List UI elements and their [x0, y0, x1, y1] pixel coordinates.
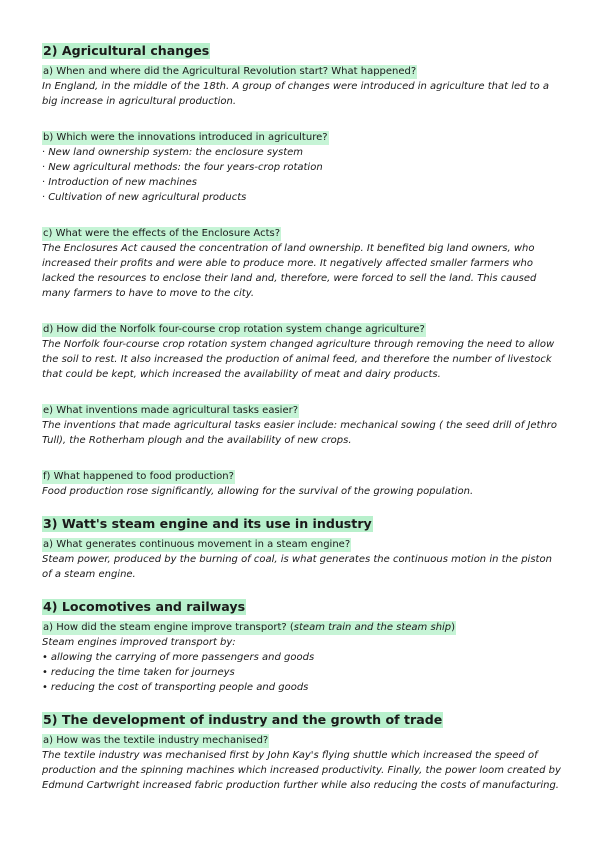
- section-heading: 3) Watt's steam engine and its use in industry: [43, 516, 372, 531]
- question-block: [42, 464, 562, 499]
- question-text: e) What inventions made agricultural tasks easier?: [43, 405, 299, 416]
- bullet-icon: •: [42, 667, 48, 678]
- section-agricultural-changes: [42, 40, 562, 499]
- question-block: [42, 615, 562, 695]
- answer-text: In England, in the middle of the 18th. A group of changes were introduced in agriculture that led to a big increase in agricultural production.: [42, 81, 550, 107]
- question-block: [42, 728, 562, 793]
- list-item: • reducing the time taken for journeys: [42, 667, 235, 678]
- bullet-icon: •: [42, 682, 48, 693]
- answer-text: The inventions that made agricultural tasks easier include: mechanical sowing ( the seed drill of Jethro Tull), the Rotherham plough and the availability of new crops.: [42, 420, 558, 446]
- bullet-icon: ·: [42, 147, 46, 158]
- section-steam-engine: [42, 513, 562, 582]
- document-page: [42, 40, 562, 793]
- question-text: b) Which were the innovations introduced in agriculture?: [43, 132, 328, 143]
- section-heading: 4) Locomotives and railways: [43, 599, 246, 614]
- transport-list: [42, 650, 562, 695]
- question-block: [42, 125, 562, 205]
- question-block: [42, 59, 562, 109]
- list-item: · New agricultural methods: the four years-crop rotation: [42, 162, 323, 173]
- list-item: · New land ownership system: the enclosure system: [42, 147, 304, 158]
- question-text: a) When and where did the Agricultural Revolution start? What happened?: [43, 66, 417, 77]
- question-block: [42, 317, 562, 382]
- bullet-icon: •: [42, 652, 48, 663]
- question-text: a) What generates continuous movement in a steam engine?: [43, 539, 351, 550]
- list-item: • reducing the cost of transporting people and goods: [42, 682, 309, 693]
- question-block: [42, 532, 562, 582]
- question-text: d) How did the Norfolk four-course crop rotation system change agriculture?: [43, 324, 425, 335]
- question-block: [42, 398, 562, 448]
- section-heading: 5) The development of industry and the growth of trade: [43, 712, 443, 727]
- answer-text: The textile industry was mechanised first by John Kay's flying shuttle which increased the speed of production and the spinning machines which increased productivity. Finally, the power loom created by Edmund Cartwright increased fabric production further while also reducing the costs of manufacturing.: [42, 750, 561, 791]
- question-text: a) How did the steam engine improve transport? (steam train and the steam ship): [43, 622, 456, 633]
- answer-text: Steam engines improved transport by:: [42, 637, 236, 648]
- bullet-icon: ·: [42, 177, 46, 188]
- section-heading: 2) Agricultural changes: [43, 43, 210, 58]
- innovation-list: [42, 145, 562, 205]
- list-item: • allowing the carrying of more passengers and goods: [42, 652, 315, 663]
- bullet-icon: ·: [42, 162, 46, 173]
- answer-text: Steam power, produced by the burning of coal, is what generates the continuous motion in the piston of a steam engine.: [42, 554, 552, 580]
- answer-text: The Enclosures Act caused the concentration of land ownership. It benefited big land owners, who increased their profits and were able to produce more. It negatively affected smaller farmers who lacked the resources to enclose their land and, therefore, were forced to sell the land. This caused many farmers to have to move to the city.: [42, 243, 537, 299]
- answer-text: The Norfolk four-course crop rotation system changed agriculture through removing the need to allow the soil to rest. It also increased the production of animal feed, and therefore the number of livestock that could be kept, which increased the availability of meat and dairy products.: [42, 339, 555, 380]
- answer-text: Food production rose significantly, allowing for the survival of the growing population.: [42, 486, 474, 497]
- question-text: a) How was the textile industry mechanised?: [43, 735, 269, 746]
- bullet-icon: ·: [42, 192, 46, 203]
- section-industry-trade: [42, 709, 562, 793]
- list-item: · Introduction of new machines: [42, 177, 197, 188]
- question-text: f) What happened to food production?: [43, 471, 234, 482]
- list-item: · Cultivation of new agricultural products: [42, 192, 247, 203]
- question-text: c) What were the effects of the Enclosure Acts?: [43, 228, 281, 239]
- question-block: [42, 221, 562, 301]
- section-locomotives: [42, 596, 562, 695]
